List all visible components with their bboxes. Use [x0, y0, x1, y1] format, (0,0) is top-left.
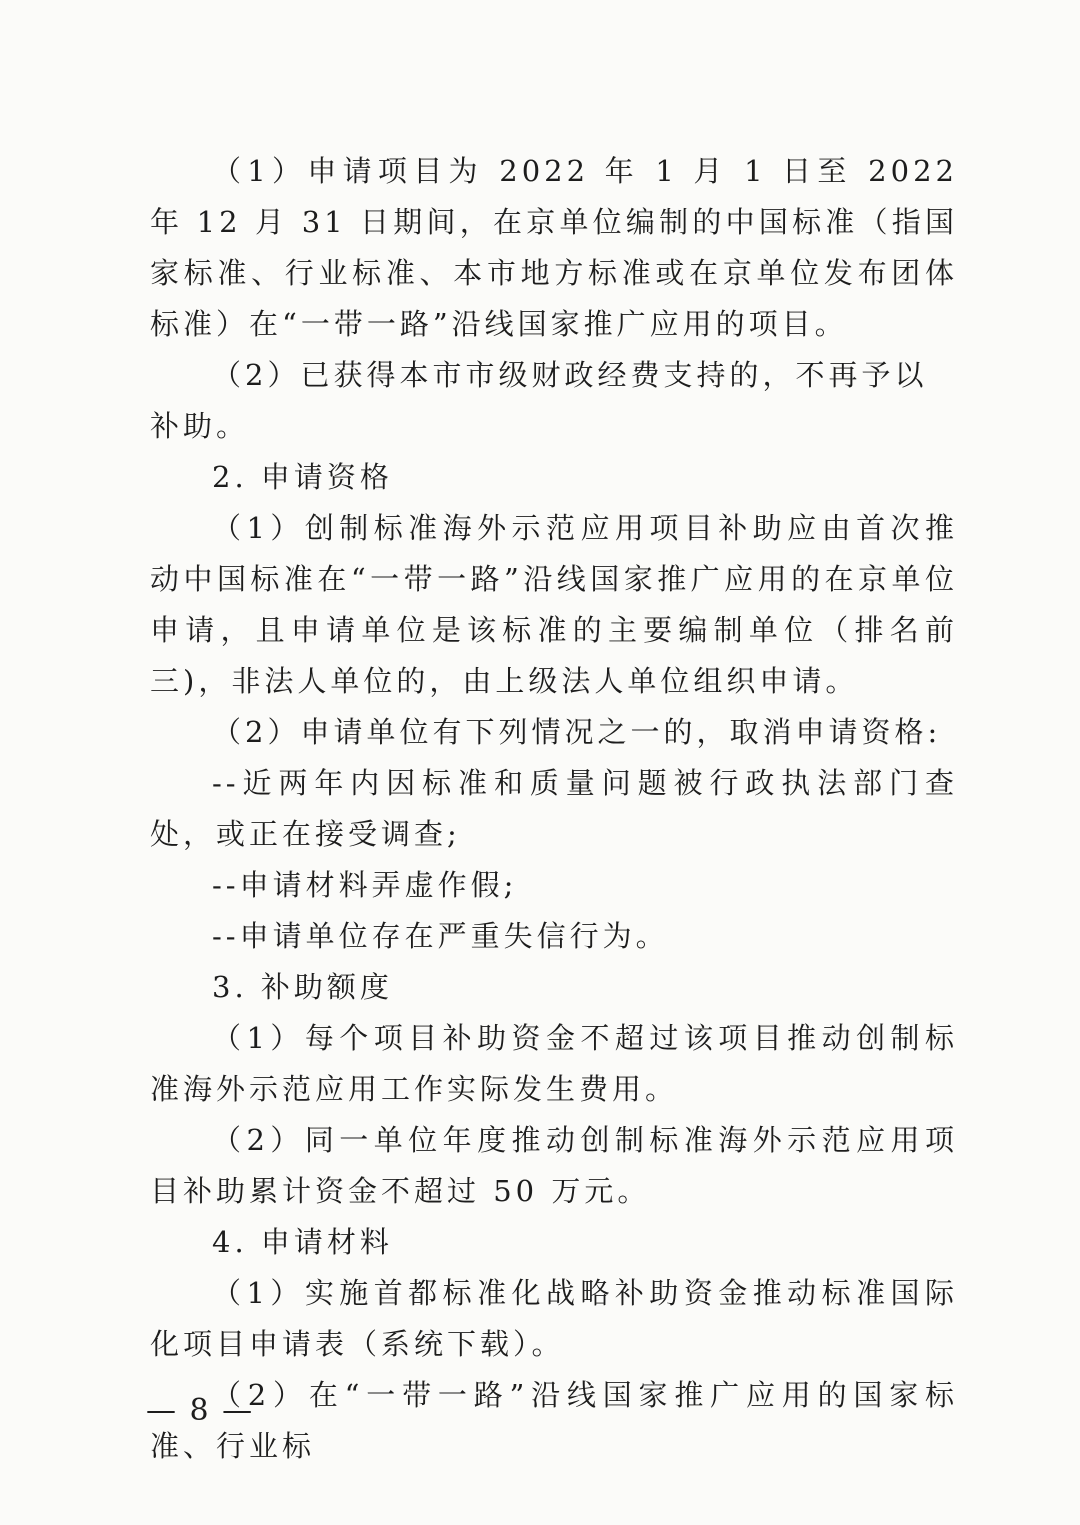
document-body: [150, 146, 958, 1472]
section-heading-4: 4. 申请材料: [212, 1225, 393, 1259]
page-number: — 8 —: [146, 1393, 255, 1428]
section-heading-3: 3. 补助额度: [212, 970, 393, 1004]
paragraph-4-2: （2）在“一带一路”沿线国家推广应用的国家标准、行业标: [150, 1378, 958, 1463]
paragraph-2-2: （2）申请单位有下列情况之一的，取消申请资格:: [212, 715, 942, 749]
list-item-1: --近两年内因标准和质量问题被行政执法部门查处，或正在接受调查;: [150, 766, 958, 851]
section-heading-2: 2. 申请资格: [212, 460, 393, 494]
paragraph-3-2: （2）同一单位年度推动创制标准海外示范应用项目补助累计资金不超过 50 万元。: [150, 1123, 958, 1208]
list-item-2: --申请材料弄虚作假;: [212, 868, 518, 902]
paragraph-1-1: （1）申请项目为 2022 年 1 月 1 日至 2022 年 12 月 31 日期间，在京单位编制的中国标准（指国家标准、行业标准、本市地方标准或在京单位发布团体标准）在“一带一路”沿线国家推广应用的项目。: [150, 154, 958, 341]
list-item-3: --申请单位存在严重失信行为。: [212, 919, 669, 953]
paragraph-1-2: （2）已获得本市市级财政经费支持的，不再予以补助。: [150, 358, 928, 443]
paragraph-2-1: （1）创制标准海外示范应用项目补助应由首次推动中国标准在“一带一路”沿线国家推广应用的在京单位申请，且申请单位是该标准的主要编制单位（排名前三)，非法人单位的，由上级法人单位组织申请。: [150, 511, 958, 698]
paragraph-3-1: （1）每个项目补助资金不超过该项目推动创制标准海外示范应用工作实际发生费用。: [150, 1021, 958, 1106]
paragraph-4-1: （1）实施首都标准化战略补助资金推动标准国际化项目申请表（系统下载）。: [150, 1276, 958, 1361]
